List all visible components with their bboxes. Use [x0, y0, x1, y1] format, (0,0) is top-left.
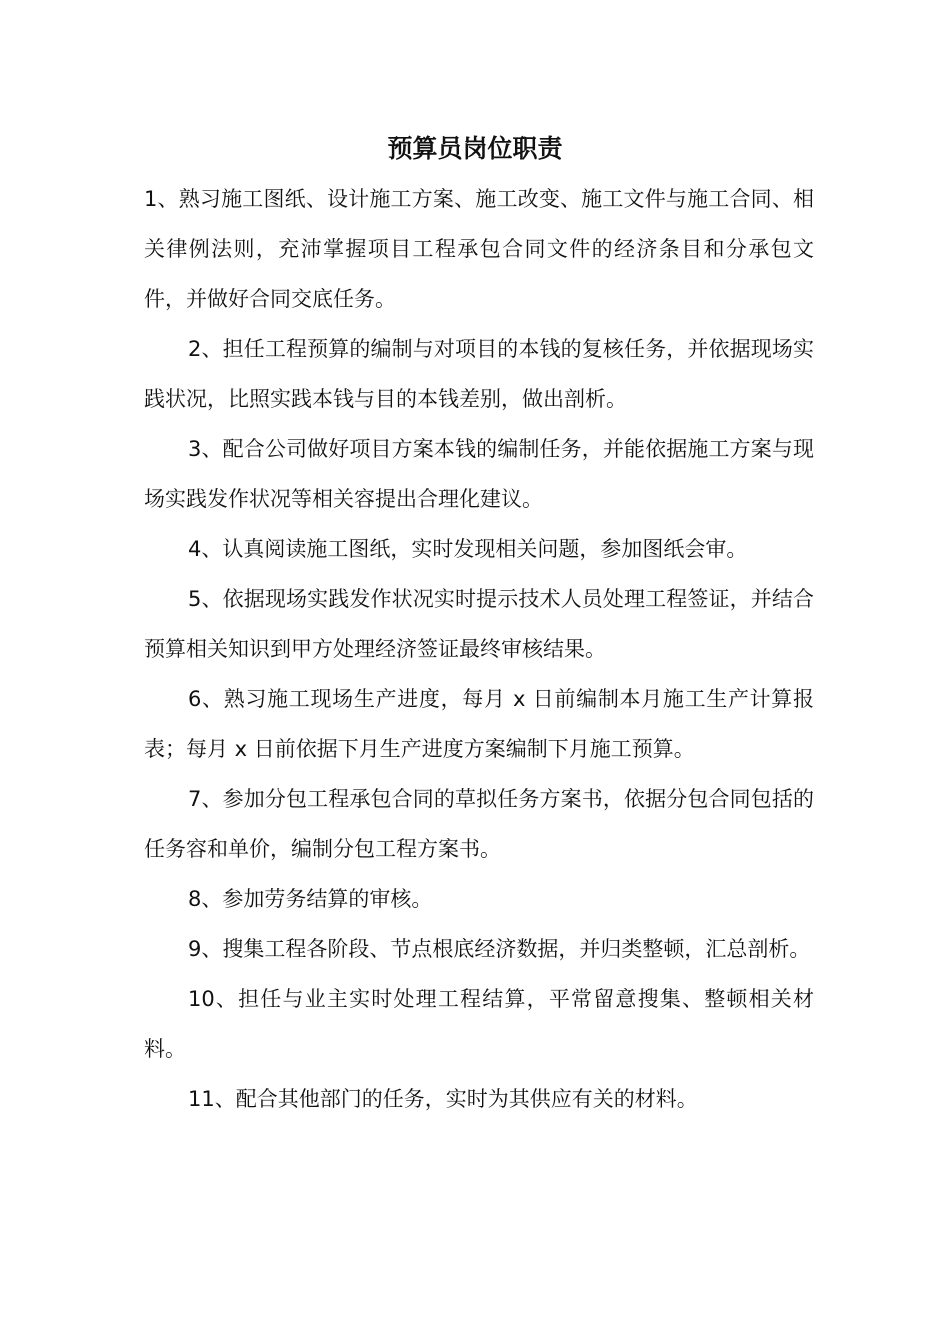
paragraph-9: 9、搜集工程各阶段、节点根底经济数据，并归类整顿，汇总剖析。 — [188, 937, 811, 961]
paragraph-8: 8、参加劳务结算的审核。 — [188, 887, 433, 911]
document-title: 预算员岗位职责 — [387, 134, 563, 163]
paragraph-11: 11、配合其他部门的任务，实时为其供应有关的材料。 — [188, 1087, 698, 1111]
paragraph-10: 10、担任与业主实时处理工程结算，平常留意搜集、整顿相关材料。 — [144, 987, 814, 1061]
paragraph-3: 3、配合公司做好项目方案本钱的编制任务，并能依据施工方案与现场实践发作状况等相关容提出合理化建议。 — [144, 437, 814, 511]
paragraph-5: 5、依据现场实践发作状况实时提示技术人员处理工程签证，并结合预算相关知识到甲方处理经济签证最终审核结果。 — [144, 587, 814, 661]
paragraph-6: 6、熟习施工现场生产进度，每月 x 日前编制本月施工生产计算报表；每月 x 日前依据下月生产进度方案编制下月施工预算。 — [144, 687, 814, 761]
paragraph-4: 4、认真阅读施工图纸，实时发现相关问题，参加图纸会审。 — [188, 537, 748, 561]
paragraph-2: 2、担任工程预算的编制与对项目的本钱的复核任务，并依据现场实践状况，比照实践本钱与目的本钱差别，做出剖析。 — [144, 337, 814, 411]
document-body — [144, 174, 814, 1124]
paragraph-1: 1、熟习施工图纸、设计施工方案、施工改变、施工文件与施工合同、相关律例法则，充沛掌握项目工程承包合同文件的经济条目和分承包文件，并做好合同交底任务。 — [144, 187, 814, 311]
paragraph-7: 7、参加分包工程承包合同的草拟任务方案书，依据分包合同包括的任务容和单价，编制分包工程方案书。 — [144, 787, 814, 861]
